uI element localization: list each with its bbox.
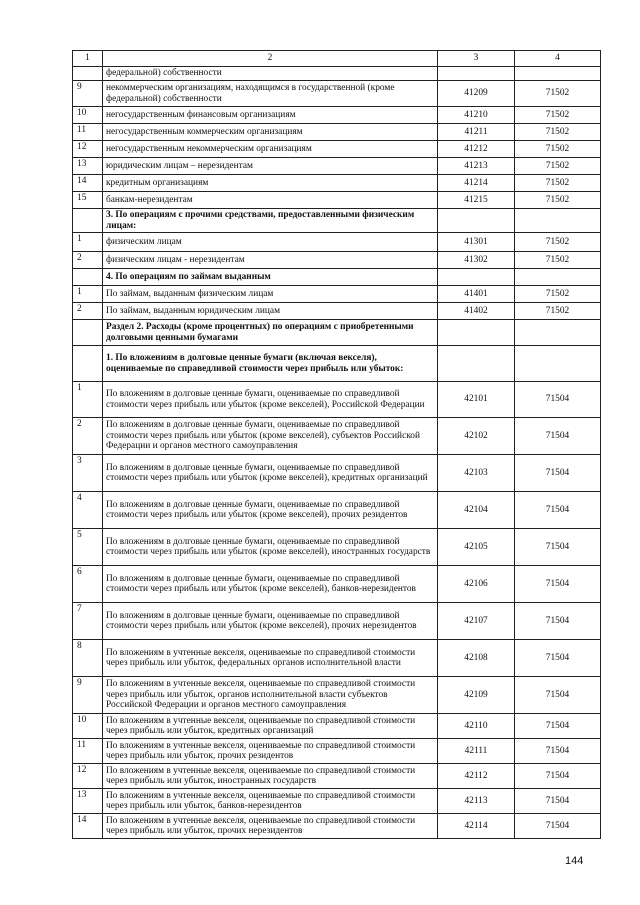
row-symbol-code: 41215 (438, 192, 515, 209)
row-account-number (515, 67, 601, 81)
row-number: 1 (73, 382, 103, 418)
row-symbol-code: 41210 (438, 107, 515, 124)
row-account-number: 71502 (515, 81, 601, 107)
row-description: физическим лицам - нерезидентам (103, 252, 438, 269)
row-number: 6 (73, 566, 103, 603)
row-account-number: 71504 (515, 566, 601, 603)
row-description: По вложениям в учтенные векселя, оцениваемые по справедливой стоимости через прибыль или убыток, кредитных организаций (103, 714, 438, 739)
row-number (73, 67, 103, 81)
row-symbol-code: 42106 (438, 566, 515, 603)
row-description: По займам, выданным физическим лицам (103, 286, 438, 303)
row-number: 13 (73, 789, 103, 814)
header-col-3: 3 (438, 51, 515, 67)
table-row (73, 175, 601, 192)
row-symbol-code: 42113 (438, 789, 515, 814)
page-number: 144 (565, 855, 584, 867)
row-number: 13 (73, 158, 103, 175)
row-account-number: 71504 (515, 640, 601, 677)
row-description: По вложениям в долговые ценные бумаги, оцениваемые по справедливой стоимости через прибыль или убыток (кроме векселей), субъектов Российской Федерации и органов местного самоуправления (103, 418, 438, 455)
row-description: По вложениям в учтенные векселя, оцениваемые по справедливой стоимости через прибыль или убыток, органов исполнительной власти субъектов Российской Федерации и органов местного самоуправления (103, 677, 438, 714)
row-description: Раздел 2. Расходы (кроме процентных) по операциям с приобретенными долговыми ценными бумагами (103, 320, 438, 346)
row-symbol-code: 42103 (438, 455, 515, 492)
row-account-number: 71502 (515, 124, 601, 141)
row-symbol-code: 42107 (438, 603, 515, 640)
table-row (73, 603, 601, 640)
row-account-number: 71502 (515, 286, 601, 303)
row-account-number: 71502 (515, 252, 601, 269)
row-symbol-code: 41301 (438, 233, 515, 252)
row-account-number: 71502 (515, 107, 601, 124)
row-account-number: 71504 (515, 814, 601, 839)
row-symbol-code: 41209 (438, 81, 515, 107)
row-account-number: 71504 (515, 789, 601, 814)
row-symbol-code: 42112 (438, 764, 515, 789)
row-description: По вложениям в учтенные векселя, оцениваемые по справедливой стоимости через прибыль или убыток, прочих нерезидентов (103, 814, 438, 839)
row-number (73, 269, 103, 286)
table-row (73, 640, 601, 677)
row-number: 1 (73, 233, 103, 252)
row-number: 2 (73, 303, 103, 320)
table-row (73, 455, 601, 492)
row-symbol-code (438, 269, 515, 286)
row-symbol-code: 41211 (438, 124, 515, 141)
table-row (73, 566, 601, 603)
table-row (73, 677, 601, 714)
row-account-number (515, 269, 601, 286)
row-description: По вложениям в долговые ценные бумаги, оцениваемые по справедливой стоимости через прибыль или убыток (кроме векселей), кредитных организаций (103, 455, 438, 492)
row-account-number: 71502 (515, 158, 601, 175)
row-account-number: 71504 (515, 603, 601, 640)
row-symbol-code (438, 346, 515, 382)
row-number: 11 (73, 739, 103, 764)
row-symbol-code: 41213 (438, 158, 515, 175)
row-description: кредитным организациям (103, 175, 438, 192)
row-description: По вложениям в учтенные векселя, оцениваемые по справедливой стоимости через прибыль или убыток, прочих резидентов (103, 739, 438, 764)
row-account-number: 71504 (515, 529, 601, 566)
row-number: 9 (73, 677, 103, 714)
row-account-number: 71504 (515, 739, 601, 764)
row-number: 11 (73, 124, 103, 141)
table-row (73, 382, 601, 418)
table-row (73, 418, 601, 455)
row-number: 12 (73, 141, 103, 158)
accounts-table (72, 50, 601, 839)
row-symbol-code (438, 209, 515, 233)
row-number: 15 (73, 192, 103, 209)
row-number (73, 320, 103, 346)
table-row (73, 233, 601, 252)
table-row (73, 714, 601, 739)
row-symbol-code: 42104 (438, 492, 515, 529)
table-row (73, 764, 601, 789)
row-description: По вложениям в учтенные векселя, оцениваемые по справедливой стоимости через прибыль или убыток, федеральных органов исполнительной власти (103, 640, 438, 677)
row-number: 9 (73, 81, 103, 107)
row-description: юридическим лицам – нерезидентам (103, 158, 438, 175)
row-symbol-code: 41302 (438, 252, 515, 269)
row-number: 10 (73, 107, 103, 124)
row-account-number (515, 209, 601, 233)
row-symbol-code: 41401 (438, 286, 515, 303)
table-row (73, 141, 601, 158)
row-symbol-code: 42109 (438, 677, 515, 714)
table-row (73, 107, 601, 124)
row-account-number: 71502 (515, 303, 601, 320)
table-row (73, 346, 601, 382)
row-symbol-code: 42108 (438, 640, 515, 677)
row-symbol-code: 42101 (438, 382, 515, 418)
table-row (73, 789, 601, 814)
row-account-number: 71504 (515, 764, 601, 789)
row-description: По вложениям в учтенные векселя, оцениваемые по справедливой стоимости через прибыль или убыток, банков-нерезидентов (103, 789, 438, 814)
row-account-number (515, 320, 601, 346)
row-account-number: 71502 (515, 233, 601, 252)
row-number: 7 (73, 603, 103, 640)
row-account-number: 71504 (515, 455, 601, 492)
row-number: 5 (73, 529, 103, 566)
table-row (73, 320, 601, 346)
row-description: По займам, выданным юридическим лицам (103, 303, 438, 320)
row-description: федеральной) собственности (103, 67, 438, 81)
row-symbol-code: 41402 (438, 303, 515, 320)
table-header-row (73, 51, 601, 67)
table-row (73, 269, 601, 286)
table-row (73, 529, 601, 566)
row-account-number: 71504 (515, 714, 601, 739)
row-number: 14 (73, 814, 103, 839)
table-row (73, 303, 601, 320)
row-description: физическим лицам (103, 233, 438, 252)
row-number: 1 (73, 286, 103, 303)
header-col-1: 1 (73, 51, 103, 67)
row-account-number: 71504 (515, 677, 601, 714)
row-symbol-code: 42105 (438, 529, 515, 566)
table-row (73, 192, 601, 209)
table-row (73, 739, 601, 764)
row-description: 4. По операциям по займам выданным (103, 269, 438, 286)
row-number: 12 (73, 764, 103, 789)
row-description: По вложениям в долговые ценные бумаги, оцениваемые по справедливой стоимости через прибыль или убыток (кроме векселей), прочих нерезидентов (103, 603, 438, 640)
row-symbol-code (438, 320, 515, 346)
row-description: негосударственным некоммерческим организациям (103, 141, 438, 158)
row-description: банкам-нерезидентам (103, 192, 438, 209)
table-row (73, 814, 601, 839)
table-row (73, 286, 601, 303)
row-number: 3 (73, 455, 103, 492)
row-symbol-code: 42111 (438, 739, 515, 764)
row-number: 4 (73, 492, 103, 529)
row-description: По вложениям в долговые ценные бумаги, оцениваемые по справедливой стоимости через прибыль или убыток (кроме векселей), Российской Федерации (103, 382, 438, 418)
row-account-number (515, 346, 601, 382)
row-account-number: 71502 (515, 141, 601, 158)
row-description: негосударственным коммерческим организациям (103, 124, 438, 141)
row-symbol-code: 41214 (438, 175, 515, 192)
row-account-number: 71504 (515, 382, 601, 418)
row-account-number: 71504 (515, 492, 601, 529)
row-number (73, 346, 103, 382)
table-row (73, 492, 601, 529)
row-description: 3. По операциям с прочими средствами, предоставленными физическим лицам: (103, 209, 438, 233)
row-number: 10 (73, 714, 103, 739)
row-description: негосударственным финансовым организациям (103, 107, 438, 124)
row-description: По вложениям в учтенные векселя, оцениваемые по справедливой стоимости через прибыль или убыток, иностранных государств (103, 764, 438, 789)
table-row (73, 124, 601, 141)
row-symbol-code: 42110 (438, 714, 515, 739)
row-number: 14 (73, 175, 103, 192)
table-row (73, 209, 601, 233)
row-symbol-code: 41212 (438, 141, 515, 158)
row-number: 2 (73, 252, 103, 269)
header-col-4: 4 (515, 51, 601, 67)
row-symbol-code: 42114 (438, 814, 515, 839)
row-symbol-code: 42102 (438, 418, 515, 455)
row-number: 8 (73, 640, 103, 677)
table-row (73, 158, 601, 175)
row-account-number: 71504 (515, 418, 601, 455)
row-description: 1. По вложениям в долговые ценные бумаги (включая векселя), оцениваемые по справедливой стоимости через прибыль или убыток: (103, 346, 438, 382)
row-description: По вложениям в долговые ценные бумаги, оцениваемые по справедливой стоимости через прибыль или убыток (кроме векселей), прочих резидентов (103, 492, 438, 529)
row-description: По вложениям в долговые ценные бумаги, оцениваемые по справедливой стоимости через прибыль или убыток (кроме векселей), банков-нерезидентов (103, 566, 438, 603)
header-col-2: 2 (103, 51, 438, 67)
table-row (73, 67, 601, 81)
table-row (73, 81, 601, 107)
row-account-number: 71502 (515, 175, 601, 192)
row-description: По вложениям в долговые ценные бумаги, оцениваемые по справедливой стоимости через прибыль или убыток (кроме векселей), иностранных государств (103, 529, 438, 566)
row-symbol-code (438, 67, 515, 81)
row-number: 2 (73, 418, 103, 455)
row-account-number: 71502 (515, 192, 601, 209)
row-description: некоммерческим организациям, находящимся в государственной (кроме федеральной) собственности (103, 81, 438, 107)
table-row (73, 252, 601, 269)
row-number (73, 209, 103, 233)
